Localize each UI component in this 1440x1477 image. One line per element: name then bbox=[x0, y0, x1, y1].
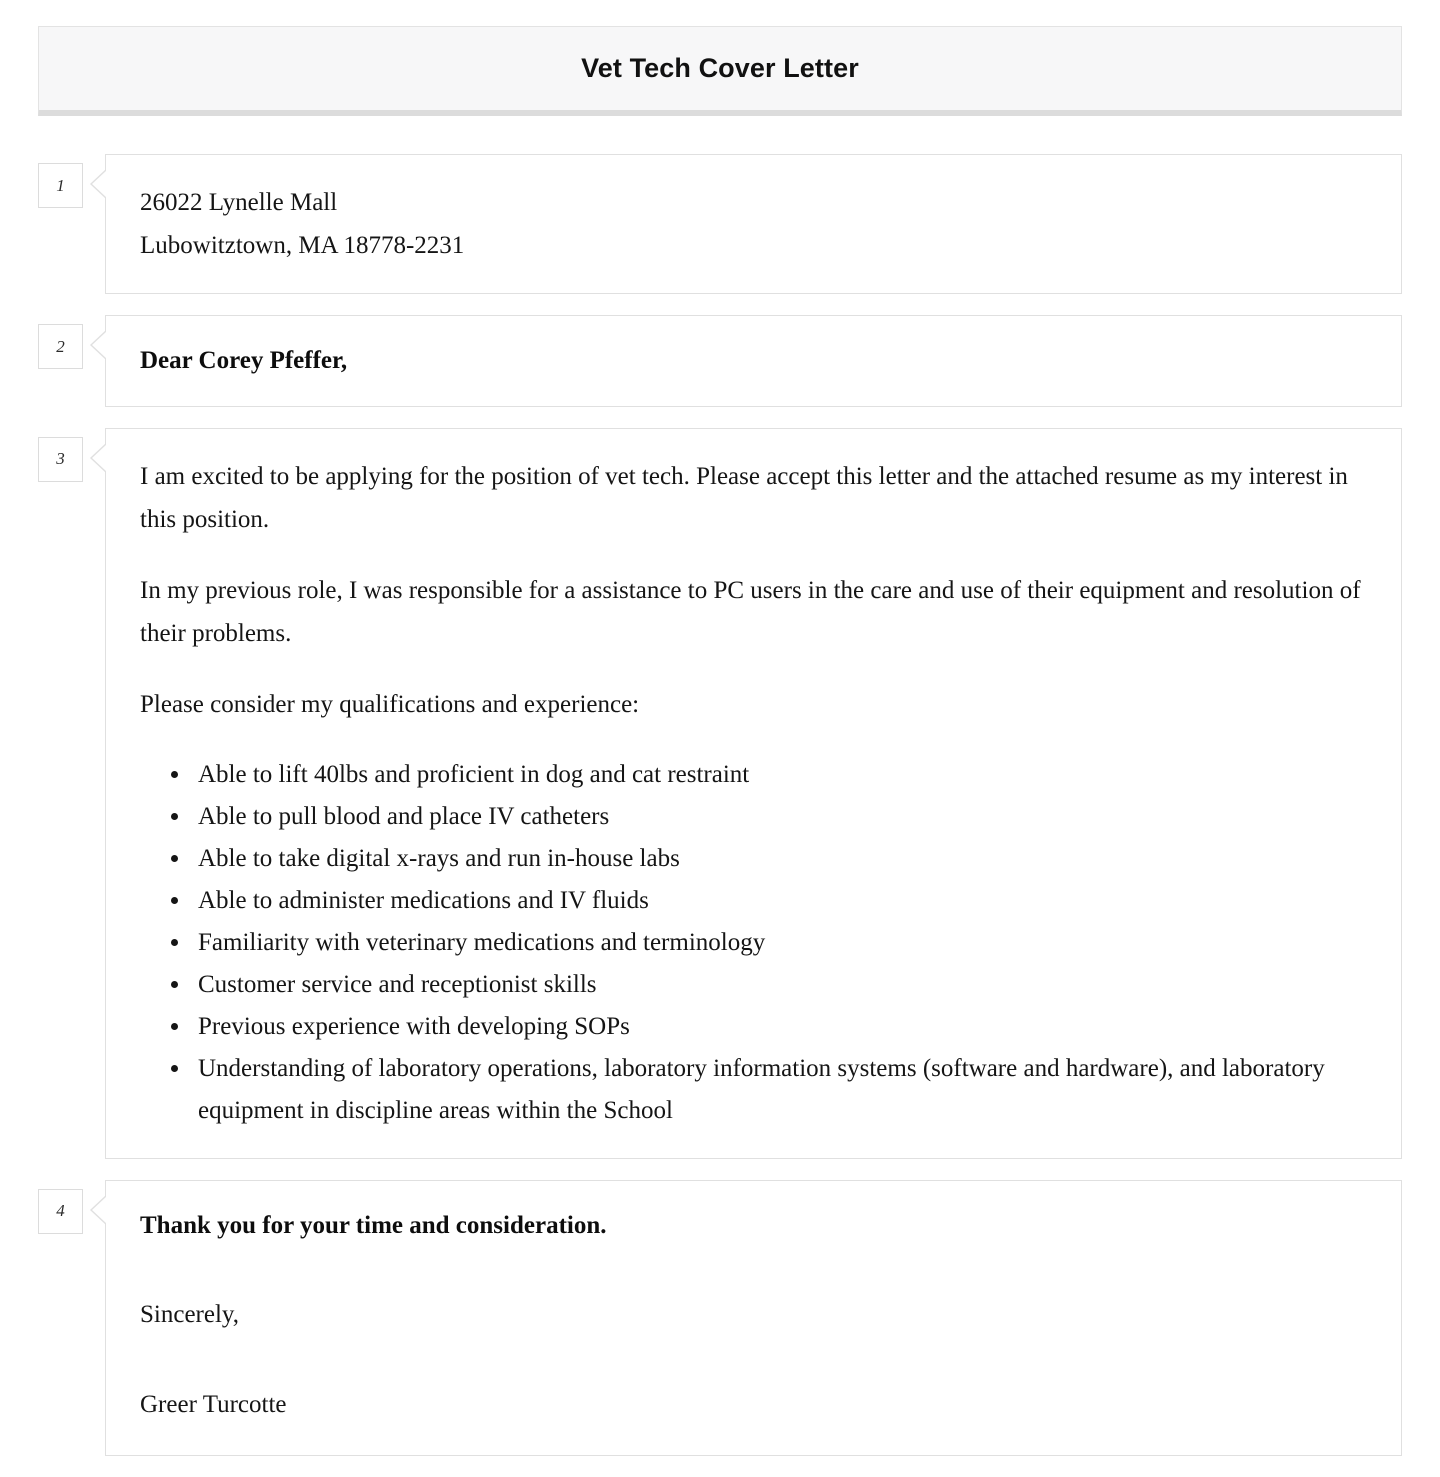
section-number-1: 1 bbox=[56, 175, 65, 195]
section-number-box-2 bbox=[38, 324, 83, 369]
section-number-box-4 bbox=[38, 1189, 83, 1234]
list-item: • Understanding of laboratory operations, laboratory information systems (software and hardware), and laboratory equipment in discipline areas within the School bbox=[192, 1048, 1367, 1132]
salutation-text: Dear Corey Pfeffer, bbox=[140, 347, 348, 374]
list-item: • Able to pull blood and place IV catheters bbox=[192, 796, 1367, 838]
list-item: • Customer service and receptionist skills bbox=[192, 964, 1367, 1006]
closing-signoff: Sincerely, bbox=[140, 1301, 240, 1328]
list-item: • Previous experience with developing SOPs bbox=[192, 1006, 1367, 1048]
closing-thanks: Thank you for your time and consideration. bbox=[140, 1211, 607, 1239]
address-line-1: 26022 Lynelle Mall bbox=[140, 189, 338, 216]
list-item: • Familiarity with veterinary medications and terminology bbox=[192, 922, 1367, 964]
list-item: • Able to administer medications and IV fluids bbox=[192, 880, 1367, 922]
body-paragraph-1: I am excited to be applying for the position of vet tech. Please accept this letter and the attached resume as my interest in this position. bbox=[140, 462, 1348, 533]
letter-section-salutation bbox=[38, 315, 1402, 407]
closing-signature: Greer Turcotte bbox=[140, 1390, 287, 1418]
page-title: Vet Tech Cover Letter bbox=[581, 53, 859, 83]
document-page bbox=[0, 26, 1440, 1456]
body-paragraph-3: Please consider my qualifications and experience: bbox=[140, 690, 640, 718]
section-number-box-1 bbox=[38, 163, 83, 208]
salutation-panel[interactable] bbox=[105, 315, 1402, 407]
letter-section-closing bbox=[38, 1180, 1402, 1457]
closing-panel[interactable] bbox=[105, 1180, 1402, 1457]
qualifications-list bbox=[140, 754, 1367, 1132]
letter-section-address bbox=[38, 154, 1402, 294]
section-number-box-3 bbox=[38, 437, 83, 482]
address-line-2: Lubowitztown, MA 18778-2231 bbox=[140, 232, 465, 259]
section-number-3: 3 bbox=[56, 449, 65, 468]
body-panel[interactable] bbox=[105, 428, 1402, 1159]
document-header bbox=[38, 26, 1402, 116]
section-number-4: 4 bbox=[56, 1201, 65, 1220]
section-number-2: 2 bbox=[56, 336, 65, 356]
letter-sections bbox=[38, 154, 1402, 1456]
list-item: • Able to lift 40lbs and proficient in dog and cat restraint bbox=[192, 754, 1367, 796]
list-item: • Able to take digital x-rays and run in-house labs bbox=[192, 838, 1367, 880]
address-panel[interactable] bbox=[105, 154, 1402, 294]
body-paragraph-2: In my previous role, I was responsible for a assistance to PC users in the care and use of their equipment and resolution of their problems. bbox=[140, 576, 1361, 647]
letter-section-body bbox=[38, 428, 1402, 1159]
